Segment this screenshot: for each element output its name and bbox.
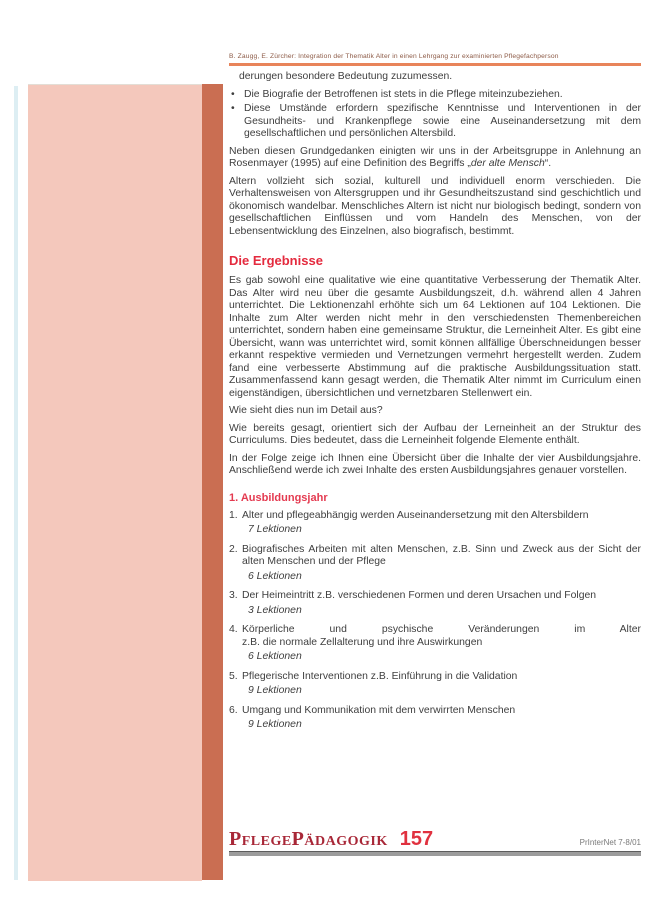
lesson-number: 1.	[229, 509, 238, 521]
paragraph-detail-question: Wie sieht dies nun im Detail aus?	[229, 405, 383, 416]
lesson-text-line2: z.B. die normale Zellalterung und ihre Auswirkungen	[242, 636, 483, 648]
body-text	[229, 71, 641, 732]
lesson-number: 5.	[229, 670, 238, 682]
lesson-number: 4.	[229, 624, 238, 635]
paragraph-definition-tail: “.	[544, 158, 552, 169]
lesson-count: 3 Lektionen	[248, 604, 302, 616]
lesson-item	[229, 671, 641, 698]
lesson-text: Biografisches Arbeiten mit alten Menschen, z.B. Sinn und Zweck aus der Sicht der alten Menschen und der Pflege	[242, 543, 641, 567]
footer-section-brand: PflegePädagogik	[229, 828, 388, 850]
lesson-number: 3.	[229, 590, 238, 601]
bullet-text: Diese Umstände erfordern spezifische Kenntnisse und Interventionen in der Gesundheits- und Krankenpflege sowie eine Auseinandersetzung mit dem gesellschaftlichen und persönlichen Altersbild.	[244, 103, 641, 139]
left-margin-accent-strip	[202, 84, 223, 880]
bullet-marker: •	[231, 88, 235, 100]
paragraph-aufbau: Wie bereits gesagt, orientiert sich der Aufbau der Lerneinheit an der Struktur des Curriculums. Dies bedeutet, dass die Lerneinheit folgende Elemente enthält.	[229, 422, 641, 446]
footer-row	[229, 829, 641, 849]
paragraph-definition	[229, 146, 641, 171]
bullet-text: Die Biografie der Betroffenen ist stets in die Pflege miteinzubeziehen.	[244, 88, 563, 100]
paragraph-altern: Altern vollzieht sich sozial, kulturell und individuell enorm verschieden. Die Verhaltensweisen von Altersgruppen und ihr Gesundheitszustand sind geschichtlich und ökonomisch wandelbar. Menschliches Altern ist nicht nur biologisch bedingt, sondern von gesellschaftlichen Einflüssen und vom Handeln des Menschen, von der Lebensentwicklung des Einzelnen, also biografisch, bestimmt.	[229, 175, 641, 237]
paragraph-definition-lead: Neben diesen Grundgedanken einigten wir uns in der Arbeitsgruppe in Anlehnung an Rosenmayer (1995) auf eine Definition des Begriffs „	[229, 145, 641, 169]
lesson-item	[229, 510, 641, 537]
lesson-text: Alter und pflegeabhängig werden Auseinandersetzung mit den Altersbildern	[242, 509, 589, 521]
lesson-count: 9 Lektionen	[248, 685, 302, 696]
paragraph-folge: In der Folge zeige ich Ihnen eine Übersicht über die Inhalte der vier Ausbildungsjahre. Anschließend werde ich zwei Inhalte des ersten Ausbildungsjahres genauer vorstellen.	[229, 452, 641, 476]
footer-page-number: 157	[399, 828, 434, 850]
lesson-text-line1: Körperliche und psychische Veränderungen im Alter	[242, 624, 641, 635]
lesson-item	[229, 705, 641, 732]
running-header: B. Zaugg, E. Zürcher: Integration der Thematik Alter in einen Lehrgang zur examinierten Pflegefachperson	[229, 53, 559, 60]
quoted-term: der alte Mensch	[470, 158, 545, 169]
lesson-text: Umgang und Kommunikation mit dem verwirrten Menschen	[242, 704, 516, 716]
footer-rule	[229, 851, 641, 856]
bullet-marker: •	[231, 103, 235, 114]
left-margin-pink-block	[28, 84, 202, 881]
lesson-count: 9 Lektionen	[248, 719, 302, 730]
scan-artifact-line	[14, 86, 18, 880]
lesson-text: Pflegerische Interventionen z.B. Einführung in die Validation	[242, 670, 518, 682]
continuation-paragraph: derungen besondere Bedeutung zuzumessen.	[239, 71, 453, 82]
bullet-list	[229, 89, 641, 141]
lesson-count: 6 Lektionen	[248, 651, 302, 662]
paragraph-results: Es gab sowohl eine qualitative wie eine quantitative Verbesserung der Thematik Alter. Das Alter wird neu über die gesamte Ausbildungszeit, d.h. während allen 4 Jahren unterrichtet. Die Lektionenzahl erhöhte sich um 64 Lektionen auf 104 Lektionen. Die Inhalte zum Alter werden nicht mehr in den verschiedensten Themenbereichen unterrichtet, sondern haben eine gemeinsame Struktur, die Lerneinheit Alter. Es gibt eine Übersicht, wann was unterrichtet wird, somit können allfällige Überschneidungen besser erkannt respektive vermieden und Vernetzungen vermehrt hergestellt werden. Zudem fand eine verbesserte Abstimmung auf die praktische Ausbildungssituation statt. Zusammenfassend kann gesagt werden, die Thematik Alter nimmt im Curriculum einen eigenständigen, übersichtlichen und vernetzbaren Stellenwert ein.	[229, 275, 641, 399]
lesson-item	[229, 590, 641, 617]
lesson-list	[229, 510, 641, 732]
footer-journal-issue: PrInterNet 7-8/01	[579, 838, 641, 847]
section-heading-year1: 1. Ausbildungsjahr	[229, 491, 328, 504]
page-footer	[229, 829, 641, 856]
bullet-item	[229, 89, 641, 102]
lesson-count: 6 Lektionen	[248, 570, 302, 582]
lesson-item	[229, 624, 641, 664]
bullet-item	[229, 103, 641, 141]
lesson-item	[229, 544, 641, 584]
lesson-text: Der Heimeintritt z.B. verschiedenen Formen und deren Ursachen und Folgen	[242, 590, 597, 601]
lesson-number: 6.	[229, 704, 238, 716]
page-content-column	[229, 53, 641, 739]
section-heading-results: Die Ergebnisse	[229, 253, 323, 268]
header-rule	[229, 63, 641, 66]
lesson-count: 7 Lektionen	[248, 524, 302, 535]
lesson-number: 2.	[229, 543, 238, 555]
